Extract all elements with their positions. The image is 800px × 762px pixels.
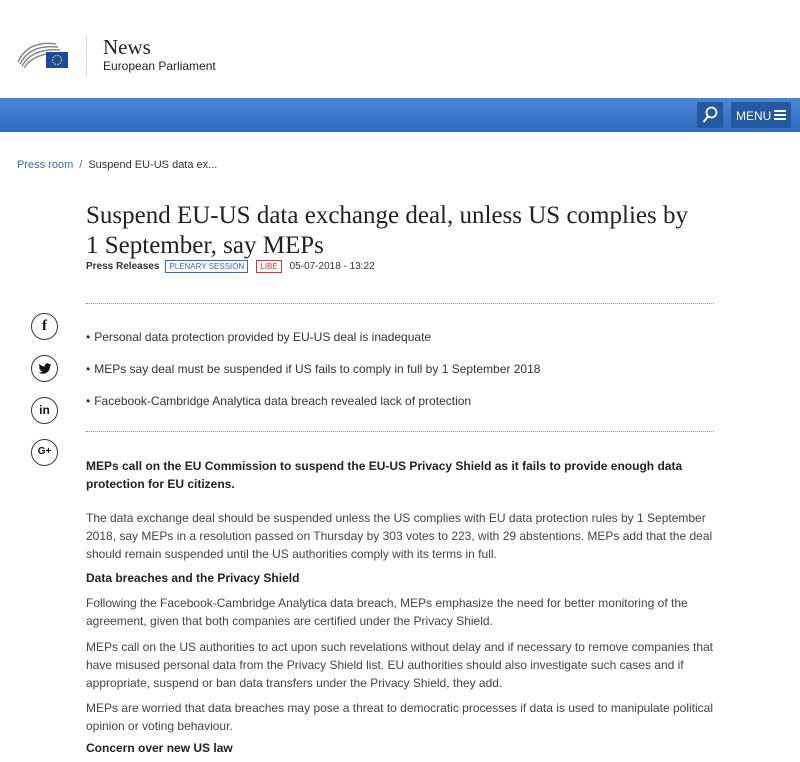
article-paragraph: The data exchange deal should be suspended unless the US complies with EU data protection rules by 1 September 2018, say MEPs in a resolution passed on Thursday by 303 votes to 223, with 29 abstentions. MEPs add that the deal should remain suspended until the US authorities comply with its terms in full. bbox=[86, 511, 713, 561]
page-title: Suspend EU-US data exchange deal, unless US complies by 1 September, say MEPs bbox=[86, 202, 688, 259]
article-paragraph: MEPs call on the US authorities to act upon such revelations without delay and if necessary to remove companies that have misused personal data from the Privacy Shield list. EU authorities should also investigate such cases and if appropriate, suspend or ban data transfers under the Privacy Shield, they add. bbox=[86, 640, 713, 690]
header-divider bbox=[86, 36, 87, 76]
search-icon bbox=[702, 106, 718, 124]
facebook-share-button[interactable] bbox=[31, 313, 58, 340]
menu-label: MENU bbox=[736, 109, 772, 123]
linkedin-icon: in bbox=[39, 403, 50, 417]
highlight-item bbox=[86, 394, 471, 408]
article-type: Press Releases bbox=[86, 261, 160, 272]
article-paragraph: Following the Facebook-Cambridge Analytica data breach, MEPs emphasize the need for better monitoring of the agreement, given that both companies are certified under the Privacy Shield. bbox=[86, 596, 688, 628]
european-parliament-logo[interactable] bbox=[16, 36, 70, 70]
section-heading: Concern over new US law bbox=[86, 741, 233, 755]
site-title[interactable]: News bbox=[103, 35, 151, 59]
hamburger-icon bbox=[774, 110, 786, 120]
breadcrumb-press-room[interactable]: Press room bbox=[17, 159, 74, 171]
highlight-item bbox=[86, 330, 431, 344]
facebook-icon: f bbox=[42, 318, 47, 334]
menu-button[interactable] bbox=[731, 102, 791, 128]
divider-bottom bbox=[86, 431, 714, 432]
article-lead: MEPs call on the EU Commission to suspend the EU-US Privacy Shield as it fails to provide enough data protection for EU citizens. bbox=[86, 459, 683, 491]
top-nav-bar bbox=[0, 98, 800, 132]
article-meta bbox=[86, 260, 375, 273]
divider-top bbox=[86, 303, 714, 304]
bullet-dot: • bbox=[86, 330, 91, 344]
section-heading: Data breaches and the Privacy Shield bbox=[86, 571, 300, 585]
badge-libe[interactable]: LIBE bbox=[256, 260, 281, 273]
site-subtitle: European Parliament bbox=[103, 59, 216, 73]
site-header bbox=[0, 0, 800, 98]
breadcrumb-separator: / bbox=[79, 159, 83, 171]
breadcrumb-current: Suspend EU-US data ex... bbox=[88, 159, 218, 171]
breadcrumb bbox=[17, 159, 217, 171]
bullet-dot: • bbox=[86, 394, 91, 408]
badge-plenary-session[interactable]: PLENARY SESSION bbox=[165, 260, 248, 273]
twitter-share-button[interactable] bbox=[31, 355, 58, 382]
article-paragraph: MEPs are worried that data breaches may pose a threat to democratic processes if data is used to manipulate political opinion or voting behaviour. bbox=[86, 701, 713, 733]
highlight-text: Facebook-Cambridge Analytica data breach revealed lack of protection bbox=[94, 394, 472, 408]
highlight-text: MEPs say deal must be suspended if US fails to comply in full by 1 September 2018 bbox=[94, 362, 541, 376]
twitter-icon bbox=[38, 363, 52, 375]
search-button[interactable] bbox=[697, 102, 723, 128]
article-date: 05-07-2018 - 13:22 bbox=[289, 261, 375, 272]
highlight-text: Personal data protection provided by EU-US deal is inadequate bbox=[94, 330, 432, 344]
googleplus-icon: G+ bbox=[37, 446, 52, 457]
highlight-item bbox=[86, 362, 540, 376]
linkedin-share-button[interactable] bbox=[31, 397, 58, 424]
bullet-dot: • bbox=[86, 362, 91, 376]
googleplus-share-button[interactable] bbox=[31, 439, 58, 466]
